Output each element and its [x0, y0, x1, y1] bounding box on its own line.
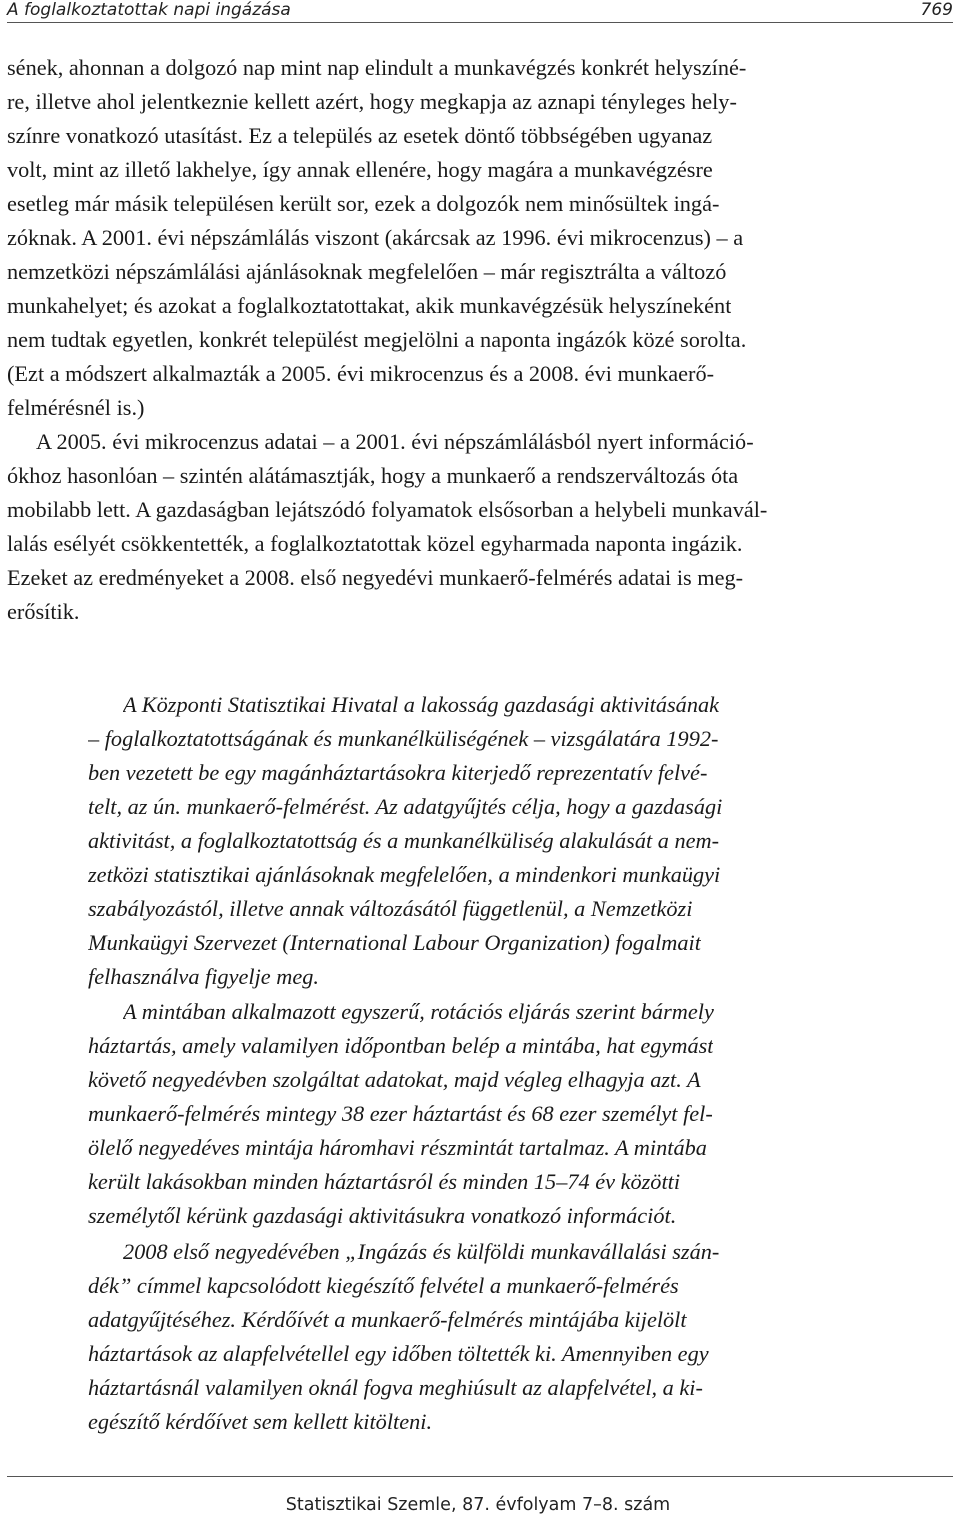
text-line: esetleg már másik településen került sor, ezek a dolgozók nem minősültek ingá-: [7, 191, 720, 216]
footer-divider: [7, 1476, 953, 1477]
text-line: – foglalkoztatottságának és munkanélküliségének – vizsgálatára 1992-: [88, 726, 719, 751]
page-number: 769: [920, 0, 953, 20]
journal-citation: Statisztikai Szemle, 87. évfolyam 7–8. szám: [285, 1495, 671, 1515]
header-divider: [7, 22, 953, 23]
text-line: színre vonatkozó utasítást. Ez a település az esetek döntő többségében ugyanaz: [7, 123, 713, 148]
text-line: egészítő kérdőívet sem kellett kitölteni.: [88, 1409, 433, 1434]
text-line: nem tudtak egyetlen, konkrét települést megjelölni a naponta ingázók közé sorolta.: [7, 327, 747, 352]
text-line: aktivitást, a foglalkoztatottság és a munkanélküliség alakulását a nem-: [88, 828, 720, 853]
text-line: Ezeket az eredményeket a 2008. első negyedévi munkaerő-felmérés adatai is meg-: [7, 565, 744, 590]
text-line: háztartásnál valamilyen oknál fogva meghiúsult az alapfelvétel, a ki-: [88, 1375, 703, 1400]
text-line: ölelő negyedéves mintája háromhavi részmintát tartalmaz. A mintába: [88, 1135, 707, 1160]
running-header-title: A foglalkoztatottak napi ingázása: [7, 0, 291, 20]
text-line: került lakásokban minden háztartásról és minden 15–74 év közötti: [88, 1169, 681, 1194]
text-line: zetközi statisztikai ajánlásoknak megfelelően, a mindenkori munkaügyi: [88, 862, 721, 887]
text-line: adatgyűjtéséhez. Kérdőívét a munkaerő-felmérés mintájába kijelölt: [88, 1307, 687, 1332]
text-line: ókhoz hasonlóan – szintén alátámasztják, hogy a munkaerő a rendszerváltozás óta: [7, 463, 739, 488]
text-line: nemzetközi népszámlálási ajánlásoknak megfelelően – már regisztrálta a változó: [7, 259, 727, 284]
text-line: követő negyedévben szolgáltat adatokat, majd végleg elhagyja azt. A: [88, 1067, 701, 1092]
text-line: volt, mint az illető lakhelye, így annak ellenére, hogy magára a munkavégzésre: [7, 157, 713, 182]
text-line: A mintában alkalmazott egyszerű, rotációs eljárás szerint bármely: [123, 999, 714, 1024]
text-line: szabályozástól, illetve annak változásától függetlenül, a Nemzetközi: [88, 896, 693, 921]
text-line: Munkaügyi Szervezet (International Labour Organization) fogalmait: [88, 930, 701, 955]
text-line: ben vezetett be egy magánháztartásokra kiterjedő reprezentatív felvé-: [88, 760, 708, 785]
text-line: sének, ahonnan a dolgozó nap mint nap elindult a munkavégzés konkrét helyszíné-: [7, 55, 747, 80]
text-line: (Ezt a módszert alkalmazták a 2005. évi mikrocenzus és a 2008. évi munkaerő-: [7, 361, 715, 386]
text-line: munkaerő-felmérés mintegy 38 ezer háztartást és 68 ezer személyt fel-: [88, 1101, 713, 1126]
text-line: lalás esélyét csökkentették, a foglalkoztatottak közel egyharmada naponta ingázik.: [7, 531, 743, 556]
text-line: A 2005. évi mikrocenzus adatai – a 2001. évi népszámlálásból nyert információ-: [36, 429, 754, 454]
text-line: háztartás, amely valamilyen időpontban belép a mintába, hat egymást: [88, 1033, 714, 1058]
text-line: mobilabb lett. A gazdaságban lejátszódó folyamatok elsősorban a helybeli munkavál-: [7, 497, 768, 522]
text-line: felhasználva figyelje meg.: [88, 964, 319, 989]
running-footer: [0, 1494, 960, 1516]
text-line: telt, az ún. munkaerő-felmérést. Az adatgyűjtés célja, hogy a gazdasági: [88, 794, 723, 819]
text-line: 2008 első negyedévében „Ingázás és külföldi munkavállalási szán-: [123, 1239, 720, 1264]
text-line: dék” címmel kapcsolódott kiegészítő felvétel a munkaerő-felmérés: [88, 1273, 679, 1298]
text-line: A Központi Statisztikai Hivatal a lakosság gazdasági aktivitásának: [123, 692, 720, 717]
text-line: háztartások az alapfelvétellel egy időben töltették ki. Amennyiben egy: [88, 1341, 709, 1366]
running-header: [7, 0, 953, 22]
text-line: re, illetve ahol jelentkeznie kellett azért, hogy megkapja az aznapi tényleges hely-: [7, 89, 737, 114]
text-line: személytől kérünk gazdasági aktivitásukra vonatkozó információt.: [88, 1203, 677, 1228]
text-line: felmérésnél is.): [7, 395, 145, 420]
text-line: erősítik.: [7, 599, 80, 624]
text-line: zóknak. A 2001. évi népszámlálás viszont (akárcsak az 1996. évi mikrocenzus) – a: [7, 225, 744, 250]
text-line: munkahelyet; és azokat a foglalkoztatottakat, akik munkavégzésük helyszíneként: [7, 293, 732, 318]
